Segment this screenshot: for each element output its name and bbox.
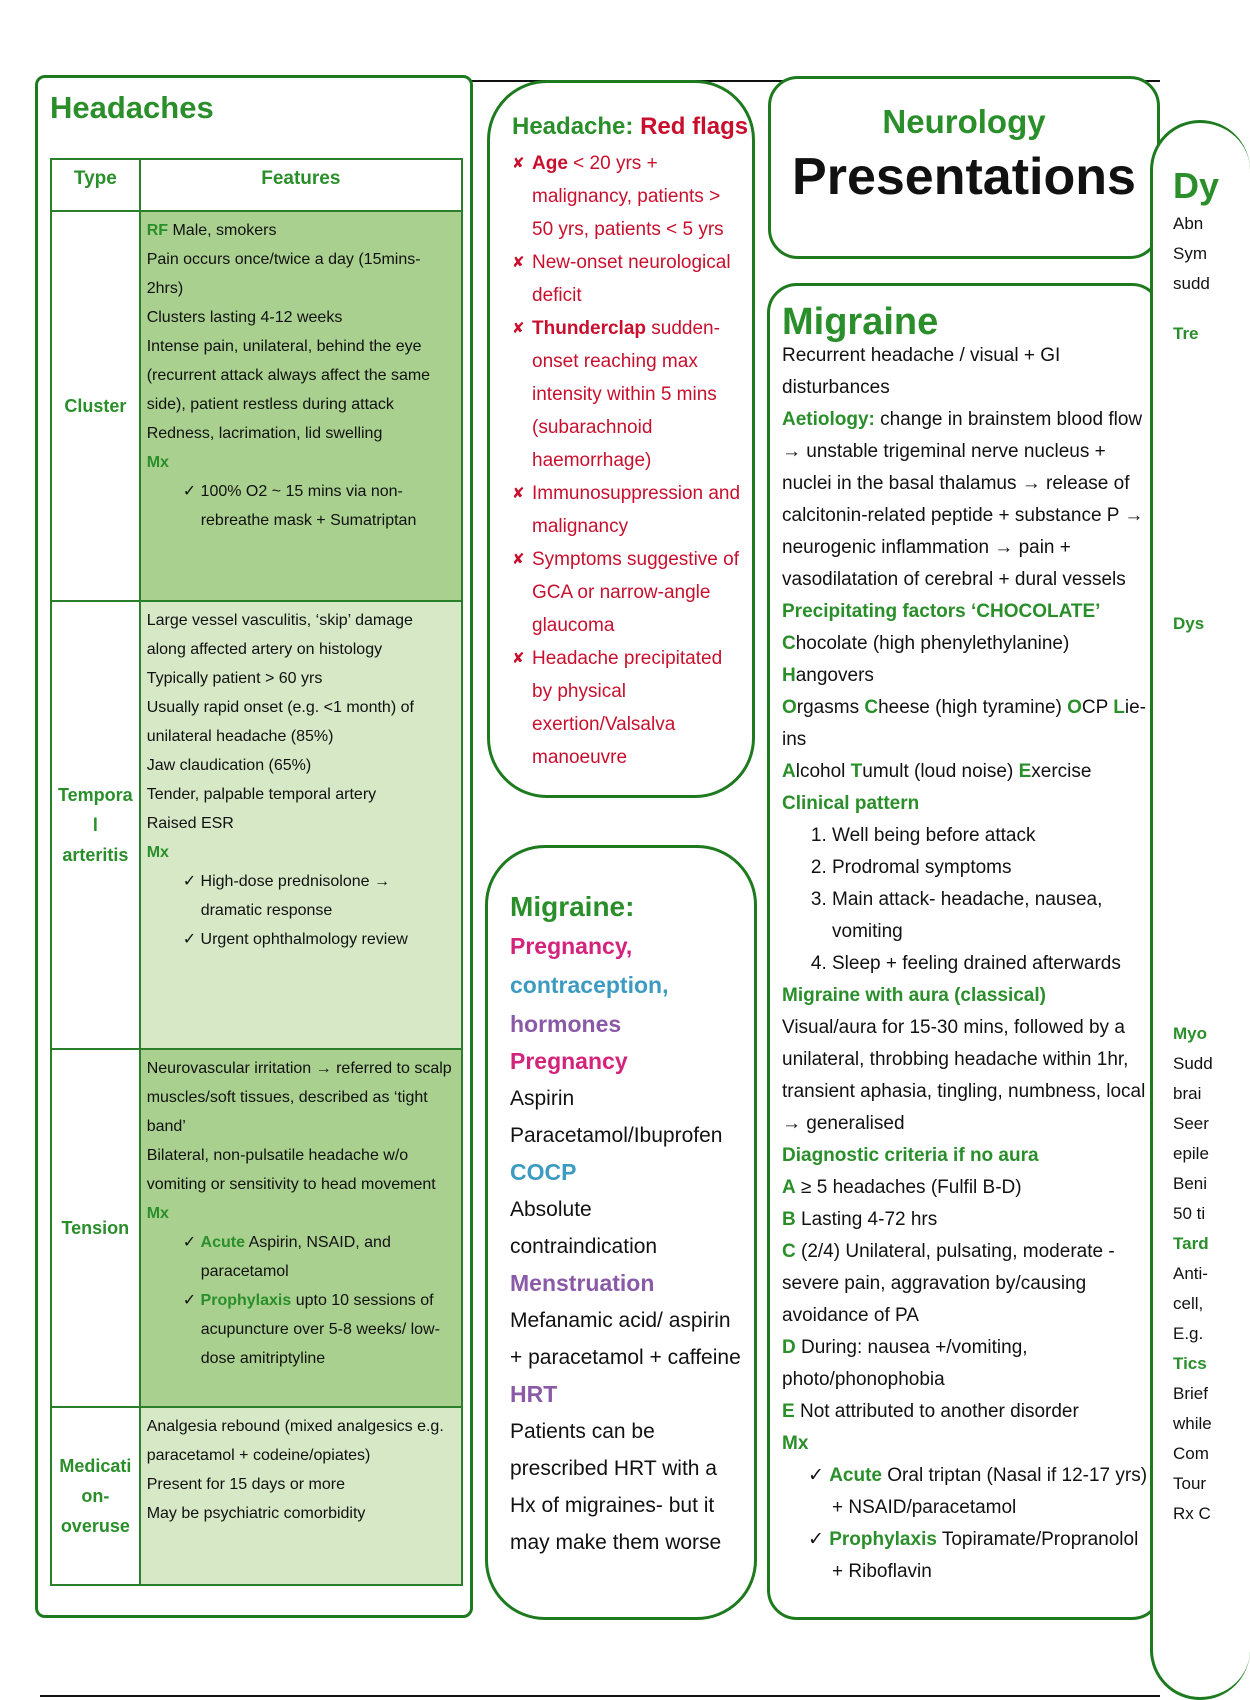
feature-line: Intense pain, unilateral, behind the eye (recurrent attack always affect the same side), patient restless during attack xyxy=(146,338,431,413)
list-item: ✘ Immunosuppression and malignancy xyxy=(512,477,742,543)
table-row xyxy=(51,601,462,1049)
criterion-text: ≥ 5 headaches (Fulfil B-D) xyxy=(795,1177,1022,1198)
migraine-intro: Recurrent headache / visual + GI disturbances xyxy=(782,345,1061,398)
age-text: < 20 yrs + malignancy, patients > 50 yrs, patients < 5 yrs xyxy=(532,153,724,240)
headaches-panel xyxy=(35,75,473,1618)
table-row xyxy=(51,1407,462,1585)
partial-heading: Myo xyxy=(1173,1024,1207,1043)
feature-line: Typically patient > 60 yrs xyxy=(146,670,323,687)
feature-line: Tender, palpable temporal artery xyxy=(146,786,377,803)
precipitating-heading: Precipitating factors ‘CHOCOLATE’ xyxy=(782,601,1101,622)
mnemonic-text: heese (high tyramine) xyxy=(878,697,1068,718)
type-tension: Tension xyxy=(51,1049,140,1407)
mx-item xyxy=(782,1460,1153,1524)
aura-text: Visual/aura for 15-30 mins, followed by a unilateral, throbbing headache within 1hr, transient aphasia, tingling, numbness, local → generalised xyxy=(782,1017,1146,1134)
mnemonic-text: xercise xyxy=(1031,761,1092,782)
migraine-title: Migraine xyxy=(782,301,939,343)
col-features: Features xyxy=(140,159,462,211)
headaches-title: Headaches xyxy=(50,90,214,125)
aetiology-label: Aetiology: xyxy=(782,409,875,430)
criterion-letter: E xyxy=(782,1401,795,1422)
partial-line: Brief xyxy=(1173,1384,1208,1403)
prophylaxis-text: upto 10 sessions of acupuncture over 5-8 weeks/ low-dose amitriptyline xyxy=(200,1292,440,1367)
mnemonic-text: angovers xyxy=(795,665,874,686)
mx-item xyxy=(169,1228,455,1286)
mx-label: Mx xyxy=(782,1433,809,1454)
criterion xyxy=(782,1204,1153,1236)
partial-line: Rx C xyxy=(1173,1504,1211,1523)
aetiology-text: change in brainstem blood flow → unstable trigeminal nerve nucleus + nuclei in the basal thalamus → release of calcitonin-related peptide + substance P → neurogenic inflammation → pain + vasodilatation of cerebral + dural vessels xyxy=(782,409,1144,590)
list-item: 4. Sleep + feeling drained afterwards xyxy=(832,948,1153,980)
criterion-text: (2/4) Unilateral, pulsating, moderate - severe pain, aggravation by/causing avoidance of PA xyxy=(782,1241,1115,1326)
prophylaxis-text: Topiramate/Propranolol + Riboflavin xyxy=(832,1529,1139,1582)
mx-label: Mx xyxy=(146,454,169,471)
mnemonic-letter: A xyxy=(782,761,796,782)
aura-heading: Migraine with aura (classical) xyxy=(782,985,1046,1006)
acute-label: Acute xyxy=(829,1465,882,1486)
list-item xyxy=(512,147,742,246)
table-row xyxy=(51,1049,462,1407)
partial-line: Anti- xyxy=(1173,1264,1208,1283)
partial-line: Seer xyxy=(1173,1114,1209,1133)
partial-line: Abn xyxy=(1173,214,1204,233)
feature-line: Redness, lacrimation, lid swelling xyxy=(146,425,383,442)
pregnancy-line: Paracetamol/Ibuprofen xyxy=(510,1124,723,1147)
mx-item: ✓ 100% O2 ~ 15 mins via non-rebreathe mask + Sumatriptan xyxy=(169,477,455,535)
mnemonic-letter: O xyxy=(782,697,797,718)
partial-line: Sym xyxy=(1173,244,1207,263)
list-item: ✘ New-onset neurological deficit xyxy=(512,246,742,312)
red-flags-title-a: Headache: xyxy=(512,113,641,140)
features-moh xyxy=(140,1407,462,1585)
features-temporal xyxy=(140,601,462,1049)
prophylaxis-label: Prophylaxis xyxy=(829,1529,937,1550)
pregnancy-title xyxy=(510,888,744,1043)
partial-panel-cutoff xyxy=(1150,120,1250,1700)
partial-line: E.g. xyxy=(1173,1324,1204,1343)
feature-line: Clusters lasting 4-12 weeks xyxy=(146,309,343,326)
mnemonic-text: ie-ins xyxy=(782,697,1146,750)
type-cluster: Cluster xyxy=(51,211,140,601)
menstruation-heading: Menstruation xyxy=(510,1270,655,1296)
bottom-rule xyxy=(40,1695,1160,1697)
chocolate-mnemonic xyxy=(782,628,1153,788)
aetiology xyxy=(782,404,1153,596)
feature-line: Large vessel vasculitis, ‘skip’ damage along affected artery on histology xyxy=(146,612,413,658)
hrt-heading: HRT xyxy=(510,1381,558,1407)
presentations-label: Presentations xyxy=(792,148,1136,206)
list-item xyxy=(512,312,742,477)
mx-item xyxy=(782,1524,1153,1588)
red-flags-panel xyxy=(487,80,755,798)
title-part: Migraine: xyxy=(510,891,635,922)
list-item: 3. Main attack- headache, nausea, vomiting xyxy=(832,884,1153,948)
feature-line: Raised ESR xyxy=(146,815,234,832)
red-flags-list xyxy=(490,147,752,774)
mnemonic-letter: T xyxy=(850,761,863,782)
title-part: hormones xyxy=(510,1011,622,1037)
list-item: 2. Prodromal symptoms xyxy=(832,852,1153,884)
partial-heading: Tre xyxy=(1173,324,1199,343)
diagnostic-heading: Diagnostic criteria if no aura xyxy=(782,1145,1039,1166)
partial-heading: Dys xyxy=(1173,614,1205,633)
criterion xyxy=(782,1332,1153,1396)
hrt-line: Patients can be prescribed HRT with a Hx of migraines- but it may make them worse xyxy=(510,1420,722,1554)
feature-line: Pain occurs once/twice a day (15mins-2hrs) xyxy=(146,251,421,297)
cocp-heading: COCP xyxy=(510,1159,577,1185)
feature-line: Present for 15 days or more xyxy=(146,1476,345,1493)
rf-text: Male, smokers xyxy=(168,222,277,239)
thunderclap-label: Thunderclap xyxy=(532,318,647,339)
type-moh: Medicati on-overuse xyxy=(51,1407,140,1585)
criterion-letter: B xyxy=(782,1209,796,1230)
type-temporal: Tempora l arteritis xyxy=(51,601,140,1049)
acute-text: Oral triptan (Nasal if 12-17 yrs) + NSAID/paracetamol xyxy=(832,1465,1148,1518)
features-cluster xyxy=(140,211,462,601)
partial-heading: Tard xyxy=(1173,1234,1209,1253)
mx-item: ✓ Urgent ophthalmology review xyxy=(169,925,455,954)
mnemonic-letter: L xyxy=(1113,697,1125,718)
partial-line: 50 ti xyxy=(1173,1204,1206,1223)
title-part: Pregnancy, xyxy=(510,933,633,959)
list-item: ✘ Symptoms suggestive of GCA or narrow-angle glaucoma xyxy=(512,543,742,642)
partial-heading: Tics xyxy=(1173,1354,1207,1373)
mx-item: ✓ High-dose prednisolone → dramatic response xyxy=(169,867,455,925)
list-item: 1. Well being before attack xyxy=(832,820,1153,852)
clinical-pattern-heading: Clinical pattern xyxy=(782,793,920,814)
partial-line: epile xyxy=(1173,1144,1209,1163)
col-type: Type xyxy=(51,159,140,211)
criterion-letter: D xyxy=(782,1337,796,1358)
table-row xyxy=(51,211,462,601)
criterion xyxy=(782,1236,1153,1332)
age-label: Age xyxy=(532,153,568,174)
clinical-pattern-list xyxy=(782,820,1153,980)
feature-line: Neurovascular irritation → referred to scalp muscles/soft tissues, described as ‘tight band’ xyxy=(146,1060,452,1135)
criterion xyxy=(782,1396,1153,1428)
mx-item xyxy=(169,1286,455,1373)
title-part: contraception, xyxy=(510,972,669,998)
partial-line: sudd xyxy=(1173,274,1210,293)
mnemonic-letter: H xyxy=(782,665,796,686)
partial-line: Sudd xyxy=(1173,1054,1213,1073)
mx-label: Mx xyxy=(146,1205,169,1222)
pregnancy-heading: Pregnancy xyxy=(510,1048,628,1074)
migraine-panel xyxy=(767,283,1162,1620)
mnemonic-text: umult (loud noise) xyxy=(862,761,1019,782)
partial-line: cell, xyxy=(1173,1294,1204,1313)
migraine-pregnancy-panel xyxy=(485,845,757,1620)
mnemonic-text: CP xyxy=(1081,697,1114,718)
feature-line: Usually rapid onset (e.g. <1 month) of unilateral headache (85%) xyxy=(146,699,414,745)
partial-line: while xyxy=(1173,1414,1212,1433)
partial-line: Com xyxy=(1173,1444,1209,1463)
pregnancy-line: Aspirin xyxy=(510,1087,575,1110)
criterion-text: Lasting 4-72 hrs xyxy=(795,1209,938,1230)
menstruation-line: Mefanamic acid/ aspirin + paracetamol + caffeine xyxy=(510,1309,741,1369)
headaches-table xyxy=(50,158,463,1586)
mnemonic-text: lcohol xyxy=(795,761,851,782)
thunderclap-text: sudden-onset reaching max intensity within 5 mins (subarachnoid haemorrhage) xyxy=(532,318,720,471)
acute-label: Acute xyxy=(200,1234,245,1251)
criterion-letter: C xyxy=(782,1241,796,1262)
feature-line: May be psychiatric comorbidity xyxy=(146,1505,366,1522)
criterion-text: Not attributed to another disorder xyxy=(794,1401,1079,1422)
mnemonic-letter: C xyxy=(782,633,796,654)
mnemonic-letter: O xyxy=(1067,697,1082,718)
prophylaxis-label: Prophylaxis xyxy=(200,1292,292,1309)
feature-line: Jaw claudication (65%) xyxy=(146,757,312,774)
neurology-label: Neurology xyxy=(882,103,1046,140)
cocp-line: Absolute contraindication xyxy=(510,1198,658,1258)
feature-line: Bilateral, non-pulsatile headache w/o vomiting or sensitivity to head movement xyxy=(146,1147,436,1193)
rf-label: RF xyxy=(146,222,169,239)
red-flags-title xyxy=(512,113,752,141)
mnemonic-text: hocolate (high phenylethylanine) xyxy=(795,633,1070,654)
criterion xyxy=(782,1172,1153,1204)
neurology-title-panel xyxy=(768,76,1160,259)
list-item: ✘ Headache precipitated by physical exertion/Valsalva manoeuvre xyxy=(512,642,742,774)
criterion-letter: A xyxy=(782,1177,796,1198)
criterion-text: During: nausea +/vomiting, photo/phonophobia xyxy=(782,1337,1028,1390)
feature-line: Analgesia rebound (mixed analgesics e.g. paracetamol + codeine/opiates) xyxy=(146,1418,444,1464)
mnemonic-letter: E xyxy=(1018,761,1032,782)
mnemonic-text: rgasms xyxy=(796,697,865,718)
partial-line: Tour xyxy=(1173,1474,1207,1493)
partial-title: Dy xyxy=(1173,165,1220,206)
red-flags-title-b: Red flags xyxy=(640,113,749,140)
features-tension xyxy=(140,1049,462,1407)
mx-label: Mx xyxy=(146,844,169,861)
partial-line: brai xyxy=(1173,1084,1202,1103)
mnemonic-letter: C xyxy=(864,697,879,718)
partial-line: Beni xyxy=(1173,1174,1208,1193)
acute-text: Aspirin, NSAID, and paracetamol xyxy=(200,1234,391,1280)
